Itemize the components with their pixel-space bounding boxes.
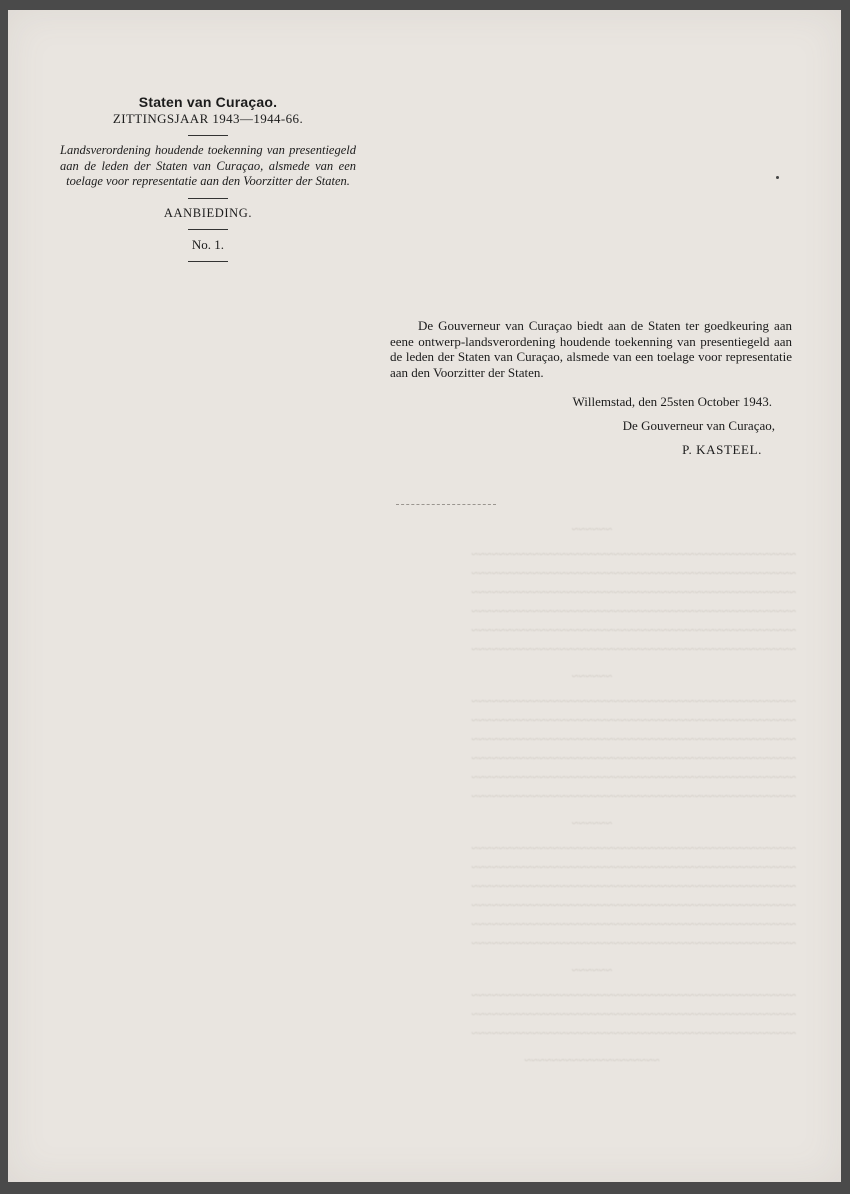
header-divider	[188, 229, 228, 230]
document-type: AANBIEDING.	[163, 205, 253, 220]
ink-speck	[776, 176, 779, 179]
signatory-name: P. KASTEEL.	[682, 442, 762, 457]
header-divider	[188, 135, 228, 136]
document-number: No. 1.	[191, 236, 225, 252]
signatory-title: De Gouverneur van Curaçao,	[622, 417, 775, 433]
header-divider	[188, 261, 228, 262]
document-page	[8, 10, 841, 1182]
place-date: Willemstad, den 25sten October 1943.	[572, 394, 772, 409]
header-divider	[188, 198, 228, 199]
ordinance-description: Landsverordening houdende toekenning van presentiegeld aan de leden der Staten van Curaçao, alsmede van een toelage voor representatie aan den Voorzitter der Staten.	[60, 143, 356, 188]
session-year: ZITTINGSJAAR 1943—1944-66.	[112, 111, 304, 126]
header-title: Staten van Curaçao.	[138, 94, 278, 110]
letter-body	[390, 318, 792, 458]
reverse-side-bleed-through: ~~~~~~ ~~~~~~~~~~~~~~~~~~~~~~~~~~~~~~~~~~~~~~~~~~~~~~~~ ~~~~~~~~~~~~~~~~~~~~~~~~~~~~~~~~~~~~~~~~~~~~~~~~ ~~~~~~~~~~~~~~~~~~~~~~~~~~~~~~~~~~~~~~~~~~~~~~~~ ~~~~~~~~~~~~~~~~~~~~~~~~~~~~~~~~~~~~~~~~~~~~~~~~ ~~~~~~~~~~~~~~~~~~~~~~~~~~~~~~~~~~~~~~~~~~~~~~~~ ~~~~~~~~~~~~~~~~~~~~~~~~~~~~~~~~~~~~~~~~~~~~~~~~ ~~~~~~ ~~~~~~~~~~~~~~~~~~~~~~~~~~~~~~~~~~~~~~~~~~~~~~~~ ~~~~~~~~~~~~~~~~~~~~~~~~~~~~~~~~~~~~~~~~~~~~~~~~ ~~~~~~~~~~~~~~~~~~~~~~~~~~~~~~~~~~~~~~~~~~~~~~~~ ~~~~~~~~~~~~~~~~~~~~~~~~~~~~~~~~~~~~~~~~~~~~~~~~ ~~~~~~~~~~~~~~~~~~~~~~~~~~~~~~~~~~~~~~~~~~~~~~~~ ~~~~~~~~~~~~~~~~~~~~~~~~~~~~~~~~~~~~~~~~~~~~~~~~ ~~~~~~ ~~~~~~~~~~~~~~~~~~~~~~~~~~~~~~~~~~~~~~~~~~~~~~~~ ~~~~~~~~~~~~~~~~~~~~~~~~~~~~~~~~~~~~~~~~~~~~~~~~ ~~~~~~~~~~~~~~~~~~~~~~~~~~~~~~~~~~~~~~~~~~~~~~~~ ~~~~~~~~~~~~~~~~~~~~~~~~~~~~~~~~~~~~~~~~~~~~~~~~ ~~~~~~~~~~~~~~~~~~~~~~~~~~~~~~~~~~~~~~~~~~~~~~~~ ~~~~~~~~~~~~~~~~~~~~~~~~~~~~~~~~~~~~~~~~~~~~~~~~ ~~~~~~ ~~~~~~~~~~~~~~~~~~~~~~~~~~~~~~~~~~~~~~~~~~~~~~~~ ~~~~~~~~~~~~~~~~~~~~~~~~~~~~~~~~~~~~~~~~~~~~~~~~ ~~~~~~~~~~~~~~~~~~~~~~~~~~~~~~~~~~~~~~~~~~~~~~~~ ~~~~~~~~~~~~~~~~~~~~	[471, 522, 796, 1067]
body-paragraph: De Gouverneur van Curaçao biedt aan de Staten ter goedkeuring aan eene ontwerp-landsverordening houdende toekenning van presentiegeld aan de leden der Staten van Curaçao, alsmede van een toelage voor representatie aan den Voorzitter der Staten.	[390, 318, 792, 380]
document-header	[58, 94, 358, 269]
faint-dashed-rule	[396, 504, 496, 505]
